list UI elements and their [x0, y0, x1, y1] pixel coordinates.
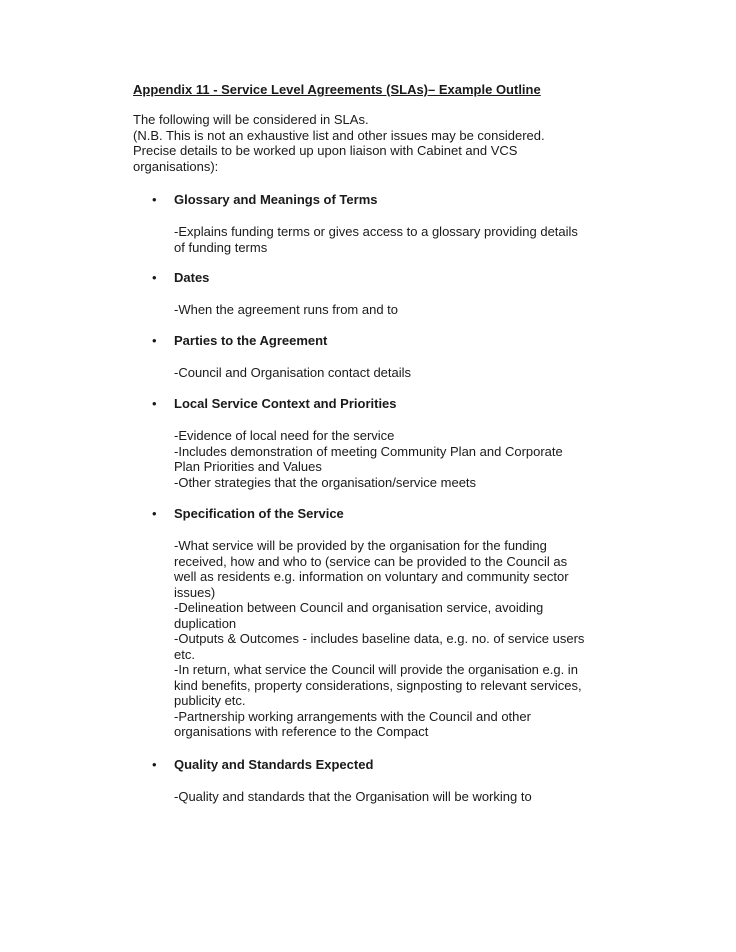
section-heading: Specification of the Service	[174, 506, 344, 521]
body-line: -Council and Organisation contact details	[174, 365, 412, 380]
bullet-icon: •	[152, 333, 157, 348]
section-heading: Glossary and Meanings of Terms	[174, 192, 378, 207]
body-line: received, how and who to (service can be provided to the Council as	[174, 553, 568, 569]
section-heading: Dates	[174, 270, 210, 285]
section-body	[174, 302, 614, 318]
bullet-icon: •	[152, 757, 157, 772]
section-body	[174, 428, 614, 490]
section-quality	[152, 757, 612, 805]
body-line: -When the agreement runs from and to	[174, 302, 399, 317]
body-line: -Other strategies that the organisation/service meets	[174, 474, 477, 490]
body-line: Plan Priorities and Values	[174, 459, 322, 474]
section-body	[174, 365, 614, 381]
body-line: etc.	[174, 646, 195, 662]
intro-line: Precise details to be worked up upon liaison with Cabinet and VCS	[133, 143, 518, 158]
bullet-icon: •	[152, 192, 157, 207]
body-line: -Includes demonstration of meeting Community Plan and Corporate	[174, 443, 563, 459]
section-heading: Parties to the Agreement	[174, 333, 328, 348]
section-heading: Local Service Context and Priorities	[174, 396, 397, 411]
body-line: organisations with reference to the Compact	[174, 724, 429, 739]
bullet-icon: •	[152, 396, 157, 411]
section-specification	[152, 506, 612, 740]
section-dates	[152, 270, 612, 318]
body-line: -Outputs & Outcomes - includes baseline data, e.g. no. of service users	[174, 631, 585, 646]
section-body	[174, 538, 614, 740]
intro-line: The following will be considered in SLAs.	[133, 112, 369, 127]
intro-line: organisations):	[133, 158, 219, 174]
body-line: issues)	[174, 584, 216, 600]
body-line: -Explains funding terms or gives access to a glossary providing details	[174, 224, 578, 239]
body-line: duplication	[174, 615, 237, 631]
body-line: publicity etc.	[174, 693, 246, 708]
section-body	[174, 224, 614, 255]
body-line: -Partnership working arrangements with the Council and other	[174, 708, 531, 724]
body-line: -Quality and standards that the Organisation will be working to	[174, 789, 532, 804]
body-line: -In return, what service the Council will provide the organisation e.g. in	[174, 662, 578, 677]
body-line: kind benefits, property considerations, signposting to relevant services,	[174, 677, 582, 693]
body-line: -Evidence of local need for the service	[174, 428, 395, 443]
body-line: of funding terms	[174, 239, 268, 255]
section-parties	[152, 333, 612, 381]
intro-line: (N.B. This is not an exhaustive list and other issues may be considered.	[133, 127, 545, 143]
intro-paragraph	[133, 112, 593, 174]
section-local-context	[152, 396, 612, 490]
bullet-icon: •	[152, 270, 157, 285]
body-line: -Delineation between Council and organisation service, avoiding	[174, 600, 544, 615]
page-title: Appendix 11 - Service Level Agreements (SLAs)– Example Outline	[133, 82, 541, 97]
bullet-icon: •	[152, 506, 157, 521]
body-line: well as residents e.g. information on voluntary and community sector	[174, 569, 569, 584]
section-glossary	[152, 192, 612, 255]
body-line: -What service will be provided by the organisation for the funding	[174, 538, 547, 553]
section-heading: Quality and Standards Expected	[174, 757, 374, 772]
section-body	[174, 789, 614, 805]
